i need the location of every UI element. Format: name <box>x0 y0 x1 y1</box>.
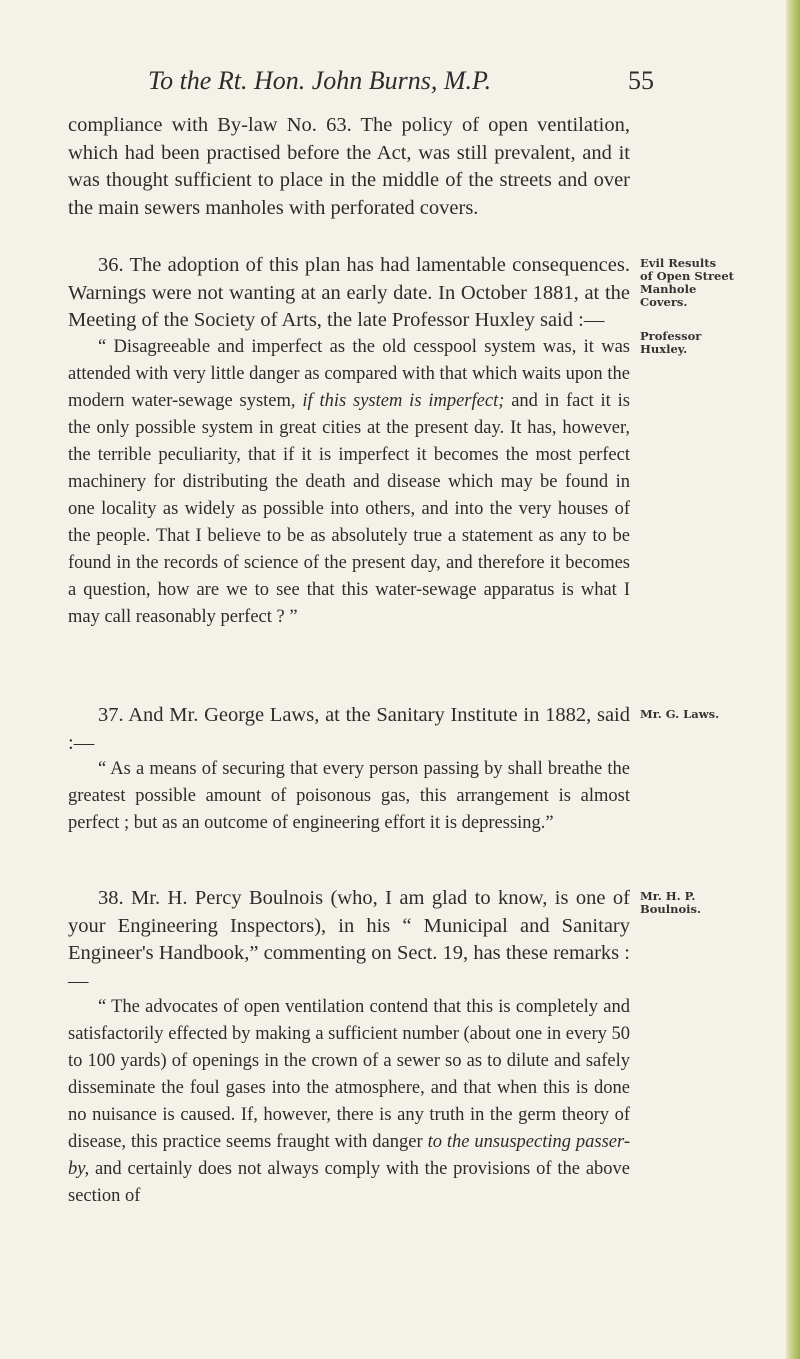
quote-boulnois-part-b: and certainly does not always comply with the provisions of the above section of <box>68 1159 630 1206</box>
margin-note-huxley <box>640 330 790 356</box>
paragraph-36: 36. The adoption of this plan has had lamentable consequences. Warnings were not wanting at an early date. In October 1881, at the Meeting of the Society of Arts, the late Professor Huxley said :— <box>68 254 630 331</box>
quote-huxley <box>68 334 630 631</box>
margin-note-evil-results <box>640 257 790 309</box>
quote-boulnois-part-a: “ The advocates of open ventilation contend that this is completely and satisfactorily effected by making a sufficient number (about one in every 50 to 100 yards) of openings in the crown of a sewer so as to dilute and safely disseminate the foul gases into the atmosphere, and that when this is done no nuisance is caused. If, however, there is any truth in the germ theory of disease, this practice seems fraught with danger <box>68 997 630 1152</box>
margin-note-line: Manhole <box>640 282 697 296</box>
page-edge <box>786 0 800 1359</box>
margin-note-line: Mr. G. Laws. <box>640 707 720 721</box>
page-number: 55 <box>628 66 654 95</box>
margin-note-line: of Open Street <box>640 269 734 283</box>
quote-boulnois-emphasis: to the unsuspecting passer-by, <box>68 1132 630 1179</box>
running-title: To the Rt. Hon. John Burns, M.P. <box>148 66 492 95</box>
margin-note-boulnois <box>640 890 790 916</box>
running-header <box>148 66 668 106</box>
margin-note-line: Mr. H. P. <box>640 889 696 903</box>
quote-huxley-emphasis: if this system is imperfect; <box>302 391 505 411</box>
margin-note-line: Evil Results <box>640 256 717 270</box>
margin-note-line: Boulnois. <box>640 902 701 916</box>
quote-huxley-part-b: and in fact it is the only possible system in great cities at the present day. It has, however, the terrible peculiarity, that if it is imperfect it becomes the most perfect machinery for distributing the death and disease which may be found in one locality as widely as possible into others, and into the very houses of the people. That I believe to be as absolutely true a statement as any to be found in the records of science of the present day, and therefore it becomes a question, how are we to see that this water-sewage apparatus is what I may call reasonably perfect ? ” <box>68 391 630 627</box>
quote-boulnois <box>68 994 630 1210</box>
quote-huxley-part-a: “ Disagreeable and imperfect as the old cesspool system was, it was attended with very little danger as compared with that which waits upon the modern water-sewage system, <box>68 337 630 411</box>
margin-note-laws <box>640 708 790 721</box>
paragraph-37: 37. And Mr. George Laws, at the Sanitary Institute in 1882, said :— <box>68 704 630 754</box>
quote-laws: “ As a means of securing that every person passing by shall breathe the greatest possible amount of poisonous gas, this arrangement is almost perfect ; but as an outcome of engineering effort it is depressing.” <box>68 759 630 833</box>
margin-note-line: Professor <box>640 329 702 343</box>
paragraph-continuation: compliance with By-law No. 63. The policy of open ventilation, which had been practised before the Act, was still prevalent, and it was thought sufficient to place in the middle of the streets and over the main sewers manholes with perforated covers. <box>68 114 630 219</box>
paragraph-38: 38. Mr. H. Percy Boulnois (who, I am glad to know, is one of your Engineering Inspectors), in his “ Municipal and Sanitary Engineer's Handbook,” commenting on Sect. 19, has these remarks :— <box>68 887 630 992</box>
margin-note-line: Huxley. <box>640 342 688 356</box>
margin-note-line: Covers. <box>640 295 688 309</box>
